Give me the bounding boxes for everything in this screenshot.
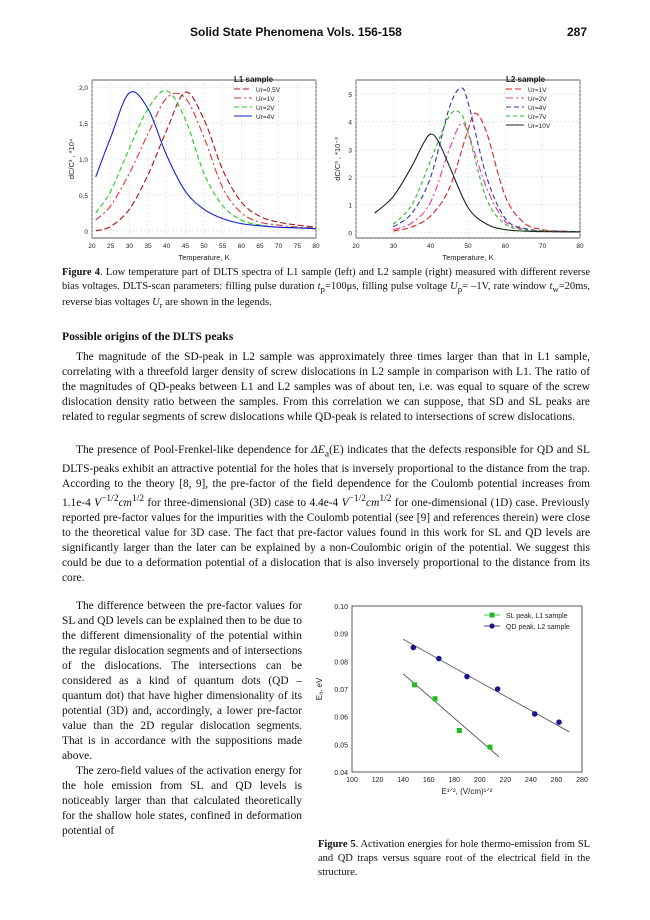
figure4-caption: Figure 4. Low temperature part of DLTS spectra of L1 sample (left) and L2 sample (right) measured with different reverse bias voltages. DLTS-scan parameters: filling pulse duration $t_p=100\mu s$, filling pulse voltage $U_p= -1V$, rate window $t_w=20ms$, reverse bias voltages $U_r$ are shown in the legends. — [62, 267, 590, 311]
y-axis-label: dC/C³ , *10⁻³ — [333, 137, 342, 181]
legend-label: Ur=0,5V — [256, 87, 281, 94]
x-tick-label: 200 — [473, 777, 486, 784]
data-point — [532, 711, 538, 717]
x-tick-label: 45 — [181, 243, 189, 250]
legend-marker — [489, 623, 494, 628]
y-tick-label: 0.07 — [334, 687, 348, 694]
x-axis-label: Temperature, K — [442, 253, 494, 262]
fit-line — [403, 639, 569, 732]
chart-title: L2 sample — [506, 75, 546, 84]
journal-title: Solid State Phenomena Vols. 156-158 — [190, 25, 402, 39]
x-tick-label: 140 — [397, 777, 409, 784]
x-tick-label: 50 — [200, 243, 208, 250]
y-tick-label: 2,0 — [78, 85, 88, 93]
x-tick-label: 280 — [576, 777, 588, 784]
x-tick-label: 75 — [293, 243, 301, 250]
series-line — [393, 113, 580, 231]
data-point — [495, 686, 501, 692]
legend-label: Ur=4V — [528, 105, 547, 112]
series-line — [393, 111, 580, 232]
page-number: 287 — [567, 25, 588, 39]
figure5-label: Figure 5 — [318, 839, 356, 850]
x-tick-label: 80 — [576, 243, 584, 250]
paragraph-1: The magnitude of the SD-peak in L2 sample was approximately three times larger than that in L1 sample, correlating with a threefold larger density of screw dislocations in L2 sample in comparison with L1. The ratio of the magnitudes of QD-peaks between L1 and L2 samples was of about ten, i.e. was equal to square of the screw dislocation density ratio between the samples. From this correlation we can suppose, that SD and SL peaks are related to regular segments of screw dislocations while QD-peak is related to intersections of screw dislocations. — [62, 351, 590, 423]
x-tick-label: 20 — [352, 243, 360, 250]
legend-label: Ur=1V — [528, 87, 547, 94]
x-tick-label: 220 — [499, 777, 512, 784]
x-tick-label: 50 — [464, 243, 472, 250]
series-line — [393, 88, 580, 232]
data-point — [436, 656, 442, 662]
y-tick-label: 0 — [348, 230, 352, 238]
y-tick-label: 0.06 — [334, 714, 348, 722]
x-axis-label: Temperature, K — [178, 253, 230, 262]
x-tick-label: 40 — [163, 243, 171, 250]
y-tick-label: 1 — [348, 202, 352, 210]
section-title: Possible origins of the DLTS peaks — [62, 330, 234, 343]
y-tick-label: 0.04 — [334, 770, 348, 777]
x-tick-label: 80 — [312, 243, 320, 250]
x-tick-label: 70 — [539, 243, 547, 250]
legend-label: SL peak, L1 sample — [506, 613, 568, 620]
legend-marker — [490, 613, 495, 618]
legend-label: Ur=2V — [528, 96, 547, 103]
x-tick-label: 120 — [371, 777, 384, 784]
series-line — [393, 123, 580, 232]
page-header — [0, 25, 650, 43]
data-point — [464, 674, 470, 680]
paragraph-3: The difference between the pre-factor values for SL and QD levels can be explained then to be due to the different dimensionality of the potential within the regular dislocation segments and of intersections of the dislocations. The intersections can be considered as a kind of quantum dots (QD – quantum dot) that have higher dimensionality of its potential (3D) and, accordingly, a lower pre-factor value than the 2D regular dislocation segments. That is in accordance with the suppositions made above. — [62, 600, 302, 762]
y-tick-label: 0.08 — [334, 659, 348, 667]
series-line — [375, 134, 580, 232]
series-line — [96, 91, 316, 229]
y-tick-label: 4 — [348, 119, 352, 127]
y-axis-label: Eₐ, eV — [315, 677, 324, 701]
x-tick-label: 70 — [275, 243, 283, 250]
left-column-text — [62, 599, 302, 839]
y-tick-label: 0.10 — [334, 604, 348, 611]
x-tick-label: 65 — [256, 243, 264, 250]
x-tick-label: 25 — [107, 243, 115, 250]
figure5-chart — [312, 600, 594, 832]
x-tick-label: 60 — [501, 243, 509, 250]
x-tick-label: 260 — [550, 777, 563, 784]
data-point — [488, 745, 493, 750]
x-tick-label: 60 — [237, 243, 245, 250]
y-tick-label: 3 — [348, 147, 352, 155]
series-line — [96, 93, 316, 228]
figure4-left-chart — [66, 72, 326, 268]
chart-title: L1 sample — [234, 75, 274, 84]
x-tick-label: 30 — [389, 243, 397, 250]
y-tick-label: 1,5 — [78, 121, 88, 129]
x-tick-label: 180 — [448, 777, 461, 784]
x-tick-label: 100 — [346, 777, 358, 784]
series-line — [96, 92, 316, 229]
figure4-right-chart — [334, 72, 590, 268]
x-tick-label: 35 — [144, 243, 152, 250]
y-tick-label: 5 — [348, 91, 352, 99]
y-axis-label: dC/C³ , *10⁴ — [67, 138, 76, 180]
y-tick-label: 0.05 — [334, 742, 348, 750]
y-tick-label: 0 — [84, 228, 88, 236]
paragraph-4: The zero-field values of the activation energy for the hole emission from SL and QD levels is noticeably larger than that calculated theoretically for the shallow hole states, confined in deformation potential of — [62, 765, 302, 837]
data-point — [411, 645, 417, 651]
legend-label: QD peak, L2 sample — [506, 624, 570, 631]
y-tick-label: 0,5 — [78, 192, 88, 200]
data-point — [433, 696, 438, 701]
x-axis-label: E¹ᐟ², (V/cm)¹ᐟ² — [441, 787, 493, 796]
legend-label: Ur=10V — [528, 123, 551, 130]
x-tick-label: 30 — [125, 243, 133, 250]
fit-line — [403, 674, 499, 757]
figure5-caption: Figure 5. Activation energies for hole thermo-emission from SL and QD traps versus square root of the electrical field in the structure. — [318, 839, 591, 878]
x-tick-label: 55 — [219, 243, 227, 250]
legend-label: Ur=2V — [256, 105, 275, 112]
x-tick-label: 160 — [422, 777, 435, 784]
y-tick-label: 1,0 — [78, 157, 88, 164]
data-point — [556, 719, 562, 725]
legend-label: Ur=4V — [256, 114, 275, 121]
data-point — [457, 728, 462, 733]
legend-label: Ur=1V — [256, 96, 275, 103]
paragraph-2: The presence of Pool-Frenkel-like dependence for $\Delta E_a(E)$ indicates that the defects responsible for QD and SL DLTS-peaks exhibit an attractive potential for the holes that is inversely proportional to the distance from the trap. According to the theory [8, 9], the pre-factor of the field dependence for the Coulomb potential increases from 1.1e-4 $V^{-1/2}cm^{1/2}$ for three-dimensional (3D) case to 4.4e-4 $V^{-1/2}cm^{1/2}$ for one-dimensional (1D) case. Previously reported pre-factor values for the impurities with the Coulomb potential (see [9] and references therein) were close to the theoretical value for 3D case. The fact that pre-factor values found in this work for SL and QD levels are significantly larger than the later can be explained by a non-Coulombic origin of the potential. We suggest this could be due to a deformation potential of a dislocation that is also inversely proportional to the distance from its core. — [62, 444, 590, 585]
x-tick-label: 240 — [525, 777, 537, 784]
data-point — [412, 682, 417, 687]
x-tick-label: 40 — [427, 243, 435, 250]
legend-label: Ur=7V — [528, 114, 547, 121]
figure4-label: Figure 4 — [62, 267, 101, 278]
y-tick-label: 0.09 — [334, 631, 348, 639]
y-tick-label: 2 — [348, 175, 352, 183]
x-tick-label: 20 — [88, 243, 96, 250]
